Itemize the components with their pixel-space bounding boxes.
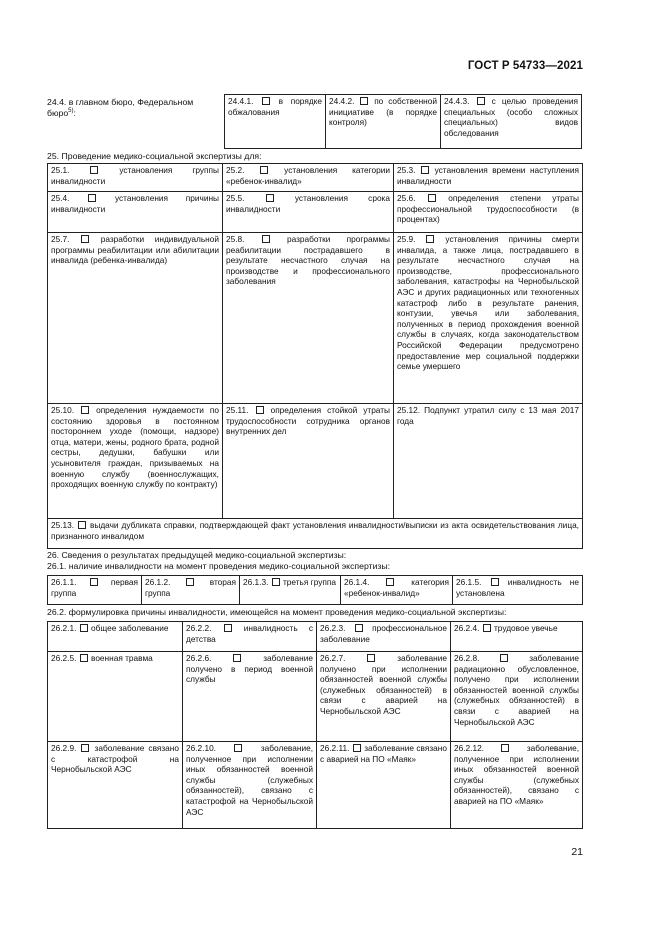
checkbox-icon[interactable] <box>81 744 89 752</box>
option-26-2-5[interactable]: 26.2.5. военная травма <box>48 652 183 742</box>
checkbox-icon[interactable] <box>386 578 394 586</box>
option-26-2-11[interactable]: 26.2.11. заболевание связано с аварией на ПО «Маяк» <box>317 742 451 829</box>
checkbox-icon[interactable] <box>186 578 194 586</box>
footnote-ref: 5) <box>68 108 74 115</box>
checkbox-icon[interactable] <box>80 654 88 662</box>
checkbox-icon[interactable] <box>266 194 274 202</box>
option-25-8[interactable]: 25.8. разработки программы реабилитации пострадавшего в результате несчастного случая на производстве и профессионального заболевания <box>223 233 394 404</box>
checkbox-icon[interactable] <box>234 744 242 752</box>
option-25-9[interactable]: 25.9. установления причины смерти инвалида, а также лица, пострадавшего в результате несчастного случая на производстве, профессионального заболевания, катастрофы на Чернобыльской АЭС и других радиационных или техногенных катастроф либо в результате ранения, контузии, увечья или заболевания, полученных в период прохождения военной службы в случаях, когда законодательством Российской Федерации предусмотрено предоставление мер социальной поддержки семье умершего <box>394 233 583 404</box>
checkbox-icon[interactable] <box>367 654 375 662</box>
option-26-2-1[interactable]: 26.2.1. общее заболевание <box>48 622 183 652</box>
option-26-2-3[interactable]: 26.2.3. профессиональное заболевание <box>317 622 451 652</box>
checkbox-icon[interactable] <box>360 97 368 105</box>
section-26-2-title: 26.2. формулировка причины инвалидности, имеющейся на момент проведения медико-социальной экспертизы: <box>47 607 507 617</box>
table-26-1 <box>47 575 583 605</box>
checkbox-icon[interactable] <box>483 624 491 632</box>
option-25-2[interactable]: 25.2. установления категории «ребенок-инвалид» <box>223 164 394 192</box>
checkbox-icon[interactable] <box>233 654 241 662</box>
option-26-1-5[interactable]: 26.1.5. инвалидность не установлена <box>453 576 583 605</box>
option-26-1-1[interactable]: 26.1.1. первая группа <box>48 576 142 605</box>
checkbox-icon[interactable] <box>90 578 98 586</box>
option-24-4-2[interactable]: 24.4.2. по собственной инициативе (в порядке контроля) <box>326 95 441 149</box>
checkbox-icon[interactable] <box>353 744 361 752</box>
checkbox-icon[interactable] <box>477 97 485 105</box>
checkbox-icon[interactable] <box>426 235 434 243</box>
checkbox-icon[interactable] <box>355 624 363 632</box>
option-26-1-3[interactable]: 26.1.3. третья группа <box>240 576 341 605</box>
page-number: 21 <box>571 846 583 858</box>
option-26-2-9[interactable]: 26.2.9. заболевание связано с катастрофой на Чернобыльской АЭС <box>48 742 183 829</box>
standard-header: ГОСТ Р 54733—2021 <box>467 60 583 72</box>
section-25-title: 25. Проведение медико-социальной экспертизы для: <box>47 151 262 161</box>
checkbox-icon[interactable] <box>272 578 280 586</box>
table-26-2 <box>47 621 583 829</box>
option-25-12: 25.12. Подпункт утратил силу с 13 мая 2017 года <box>394 404 583 519</box>
option-24-4-3[interactable]: 24.4.3. с целью проведения специальных (особо сложных специальных) видов обследования <box>441 95 582 149</box>
checkbox-icon[interactable] <box>81 235 89 243</box>
option-25-11[interactable]: 25.11. определения стойкой утраты трудоспособности сотрудника органов внутренних дел <box>223 404 394 519</box>
section-26-1-title: 26.1. наличие инвалидности на момент проведения медико-социальной экспертизы: <box>47 561 391 571</box>
checkbox-icon[interactable] <box>501 744 509 752</box>
section-24-4-label: 24.4. в главном бюро, Федеральном бюро$^{5)}$: <box>47 97 194 118</box>
checkbox-icon[interactable] <box>428 194 436 202</box>
checkbox-icon[interactable] <box>81 406 89 414</box>
option-25-6[interactable]: 25.6. определения степени утраты профессиональной трудоспособности (в процентах) <box>394 192 583 233</box>
option-25-1[interactable]: 25.1. установления группы инвалидности <box>48 164 223 192</box>
checkbox-icon[interactable] <box>224 624 232 632</box>
option-25-4[interactable]: 25.4. установления причины инвалидности <box>48 192 223 233</box>
option-25-5[interactable]: 25.5. установления срока инвалидности <box>223 192 394 233</box>
option-26-1-4[interactable]: 26.1.4. категория «ребенок-инвалид» <box>341 576 453 605</box>
checkbox-icon[interactable] <box>260 166 268 174</box>
checkbox-icon[interactable] <box>262 97 270 105</box>
option-26-2-7[interactable]: 26.2.7. заболевание получено при исполнении обязанностей военной службы (служебных обязанностей) в связи с аварией на Чернобыльской АЭС <box>317 652 451 742</box>
checkbox-icon[interactable] <box>421 166 429 174</box>
option-26-2-2[interactable]: 26.2.2. инвалидность с детства <box>183 622 317 652</box>
option-24-4-1[interactable]: 24.4.1. в порядке обжалования <box>225 95 326 149</box>
option-26-2-6[interactable]: 26.2.6. заболевание получено в период военной службы <box>183 652 317 742</box>
checkbox-icon[interactable] <box>88 194 96 202</box>
option-25-7[interactable]: 25.7. разработки индивидуальной программы реабилитации или абилитации инвалида (ребенка-инвалида) <box>48 233 223 404</box>
checkbox-icon[interactable] <box>491 578 499 586</box>
checkbox-icon[interactable] <box>78 521 86 529</box>
section-26-title: 26. Сведения о результатах предыдущей медико-социальной экспертизы: <box>47 550 347 560</box>
checkbox-icon[interactable] <box>90 166 98 174</box>
option-26-2-8[interactable]: 26.2.8. заболевание радиационно обусловленное, получено при исполнении обязанностей военной службы (служебных обязанностей) в связи с аварией на Чернобыльской АЭС <box>451 652 583 742</box>
option-26-1-2[interactable]: 26.1.2. вторая группа <box>142 576 240 605</box>
checkbox-icon[interactable] <box>256 406 264 414</box>
checkbox-icon[interactable] <box>80 624 88 632</box>
table-24-4 <box>224 94 582 149</box>
option-26-2-4[interactable]: 26.2.4. трудовое увечье <box>451 622 583 652</box>
option-26-2-10[interactable]: 26.2.10. заболевание, полученное при исполнении иных обязанностей военной службы (служебных обязанностей), связано с катастрофой на Чернобыльской АЭС <box>183 742 317 829</box>
checkbox-icon[interactable] <box>262 235 270 243</box>
option-25-13[interactable]: 25.13. выдачи дубликата справки, подтверждающей факт установления инвалидности/выписки из акта освидетельствования лица, признанного инвалидом <box>48 519 583 549</box>
table-25 <box>47 163 583 549</box>
option-25-3[interactable]: 25.3. установления времени наступления инвалидности <box>394 164 583 192</box>
option-25-10[interactable]: 25.10. определения нуждаемости по состоянию здоровья в постоянном постороннем уходе (помощи, надзоре) отца, матери, жены, родного брата, родной сестры, дедушки, бабушки или усыновителя граждан, призываемых на военную службу (военнослужащих, проходящих военную службу по контракту) <box>48 404 223 519</box>
option-26-2-12[interactable]: 26.2.12. заболевание, полученное при исполнении иных обязанностей военной службы (служебных обязанностей), связано с аварией на ПО «Маяк» <box>451 742 583 829</box>
checkbox-icon[interactable] <box>500 654 508 662</box>
